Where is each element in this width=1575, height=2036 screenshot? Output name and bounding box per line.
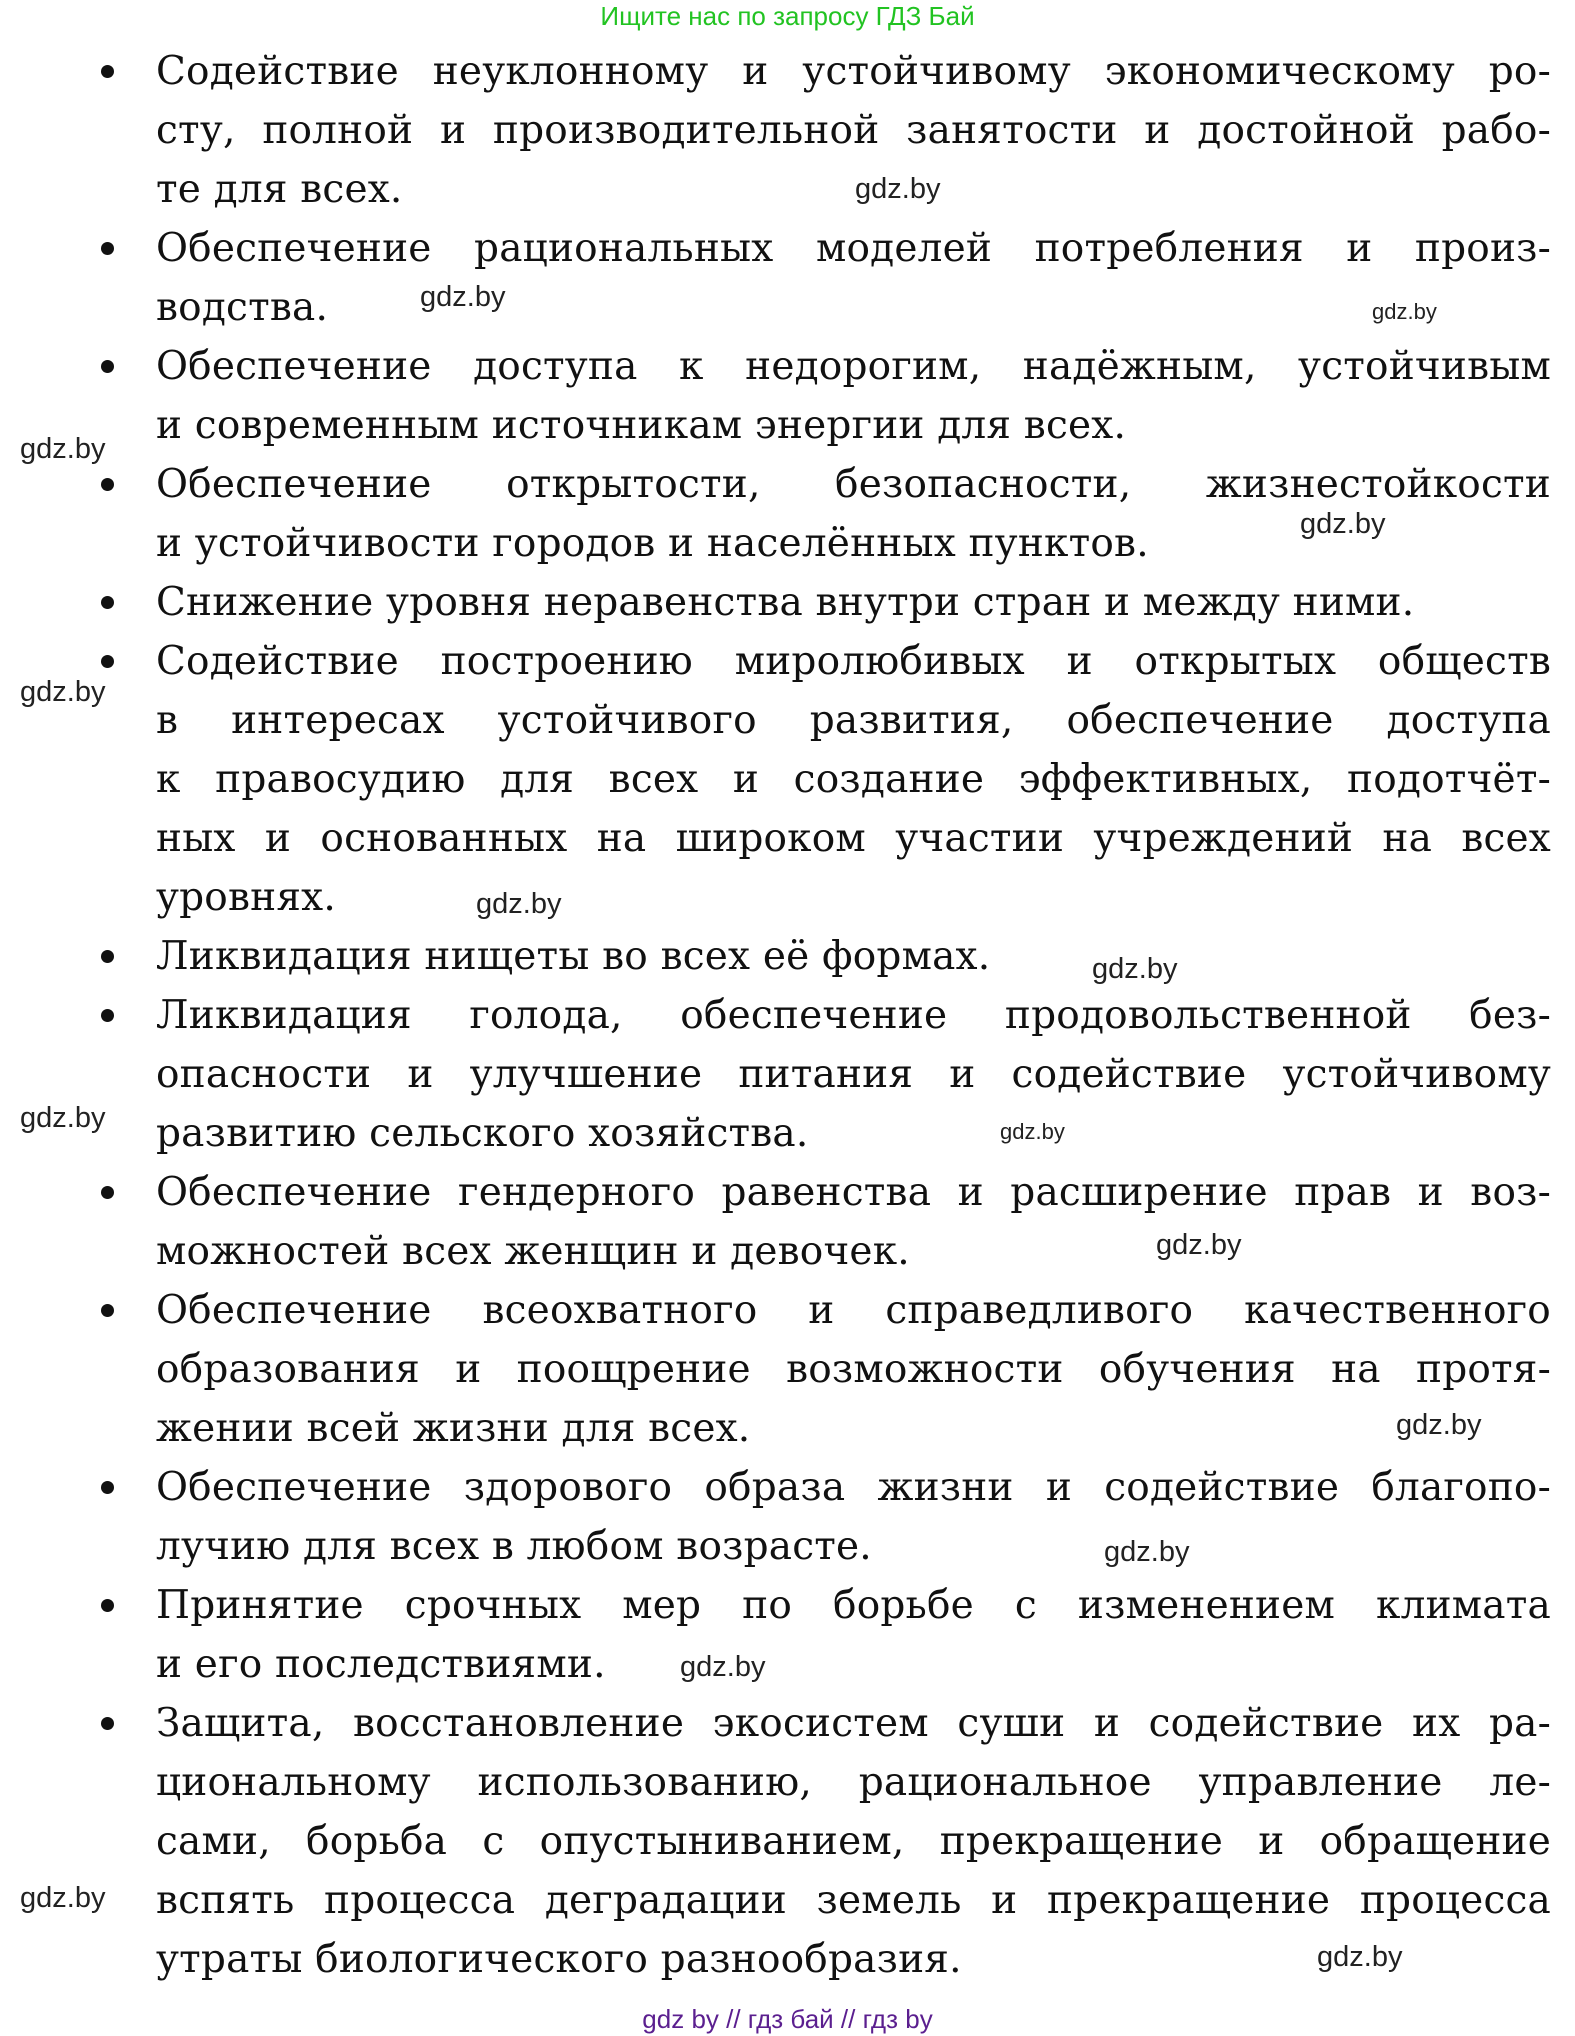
list-item <box>156 1163 1551 1281</box>
list-item <box>156 42 1551 219</box>
watermark: gdz.by <box>20 433 106 465</box>
text-line: Защита, восстановление экосистем суши и содействие их ра- <box>156 1701 1551 1746</box>
list-item <box>156 632 1551 927</box>
bullet-icon <box>101 596 114 609</box>
text-line: Обеспечение открытости, безопасности, жизнестойкости <box>156 462 1551 507</box>
list-item <box>156 1458 1551 1576</box>
text-line: и современным источникам энергии для всех. <box>156 403 1127 448</box>
bullet-icon <box>101 242 114 255</box>
text-line: Обеспечение здорового образа жизни и содействие благопо- <box>156 1465 1551 1510</box>
watermark: gdz.by <box>855 173 941 205</box>
list-item <box>156 573 1551 632</box>
text-line: в интересах устойчивого развития, обеспечение доступа <box>156 698 1551 743</box>
text-line: те для всех. <box>156 167 403 212</box>
text-line: Обеспечение рациональных моделей потребления и произ- <box>156 226 1551 271</box>
text-line: лучию для всех в любом возрасте. <box>156 1524 872 1569</box>
bullet-icon <box>101 1186 114 1199</box>
footer-watermark: gdz by // гдз бай // гдз by <box>642 2004 933 2034</box>
watermark: gdz.by <box>1092 953 1178 985</box>
list-item <box>156 927 1551 986</box>
text-line: и его последствиями. <box>156 1642 606 1687</box>
watermark: gdz.by <box>1104 1536 1190 1568</box>
watermark: gdz.by <box>20 1882 106 1914</box>
bullet-icon <box>101 950 114 963</box>
watermark: gdz.by <box>680 1651 766 1683</box>
text-line: и устойчивости городов и населённых пунктов. <box>156 521 1149 566</box>
watermark: gdz.by <box>1372 299 1437 324</box>
bullet-icon <box>101 655 114 668</box>
watermark: gdz.by <box>1396 1409 1482 1441</box>
watermark: gdz.by <box>20 1102 106 1134</box>
list-item <box>156 986 1551 1163</box>
text-line: опасности и улучшение питания и содействие устойчивому <box>156 1052 1551 1097</box>
text-line: Снижение уровня неравенства внутри стран и между ними. <box>156 580 1415 625</box>
text-line: можностей всех женщин и девочек. <box>156 1229 910 1274</box>
text-line: утраты биологического разнообразия. <box>156 1937 962 1982</box>
text-line: Обеспечение всеохватного и справедливого качественного <box>156 1288 1551 1333</box>
bullet-icon <box>101 1717 114 1730</box>
list-item <box>156 1281 1551 1458</box>
text-line: Содействие построению миролюбивых и открытых обществ <box>156 639 1551 684</box>
text-line: к правосудию для всех и создание эффективных, подотчёт- <box>156 757 1551 802</box>
text-line: циональному использованию, рациональное управление ле- <box>156 1760 1551 1805</box>
text-line: ных и основанных на широком участии учреждений на всех <box>156 816 1551 861</box>
watermark: gdz.by <box>1317 1941 1403 1973</box>
text-line: Содействие неуклонному и устойчивому экономическому ро- <box>156 49 1551 94</box>
watermark: gdz.by <box>1000 1119 1065 1144</box>
bullet-icon <box>101 1304 114 1317</box>
text-line: развитию сельского хозяйства. <box>156 1111 809 1156</box>
bullet-icon <box>101 478 114 491</box>
text-line: образования и поощрение возможности обучения на протя- <box>156 1347 1551 1392</box>
text-line: вспять процесса деградации земель и прекращение процесса <box>156 1878 1551 1923</box>
text-line: сту, полной и производительной занятости и достойной рабо- <box>156 108 1551 153</box>
watermark: gdz.by <box>420 281 506 313</box>
bullet-icon <box>101 65 114 78</box>
text-line: сами, борьба с опустыниванием, прекращение и обращение <box>156 1819 1551 1864</box>
watermark: gdz.by <box>1300 508 1386 540</box>
text-line: Обеспечение доступа к недорогим, надёжным, устойчивым <box>156 344 1551 389</box>
watermark: gdz.by <box>476 888 562 920</box>
bullet-icon <box>101 1599 114 1612</box>
watermark: gdz.by <box>1156 1229 1242 1261</box>
list-item <box>156 1576 1551 1694</box>
list-item <box>156 337 1551 455</box>
text-line: уровнях. <box>156 875 336 920</box>
text-line: Принятие срочных мер по борьбе с изменением климата <box>156 1583 1551 1628</box>
text-line: Ликвидация голода, обеспечение продовольственной без- <box>156 993 1551 1038</box>
text-line: жении всей жизни для всех. <box>156 1406 751 1451</box>
search-banner: Ищите нас по запросу ГДЗ Бай <box>600 1 975 31</box>
text-line: Обеспечение гендерного равенства и расширение прав и воз- <box>156 1170 1551 1215</box>
bullet-icon <box>101 1481 114 1494</box>
watermark: gdz.by <box>20 676 106 708</box>
list-item <box>156 219 1551 337</box>
bullet-icon <box>101 360 114 373</box>
goals-list <box>156 42 1551 1989</box>
text-line: Ликвидация нищеты во всех её формах. <box>156 934 991 979</box>
bullet-icon <box>101 1009 114 1022</box>
text-line: водства. <box>156 285 329 330</box>
